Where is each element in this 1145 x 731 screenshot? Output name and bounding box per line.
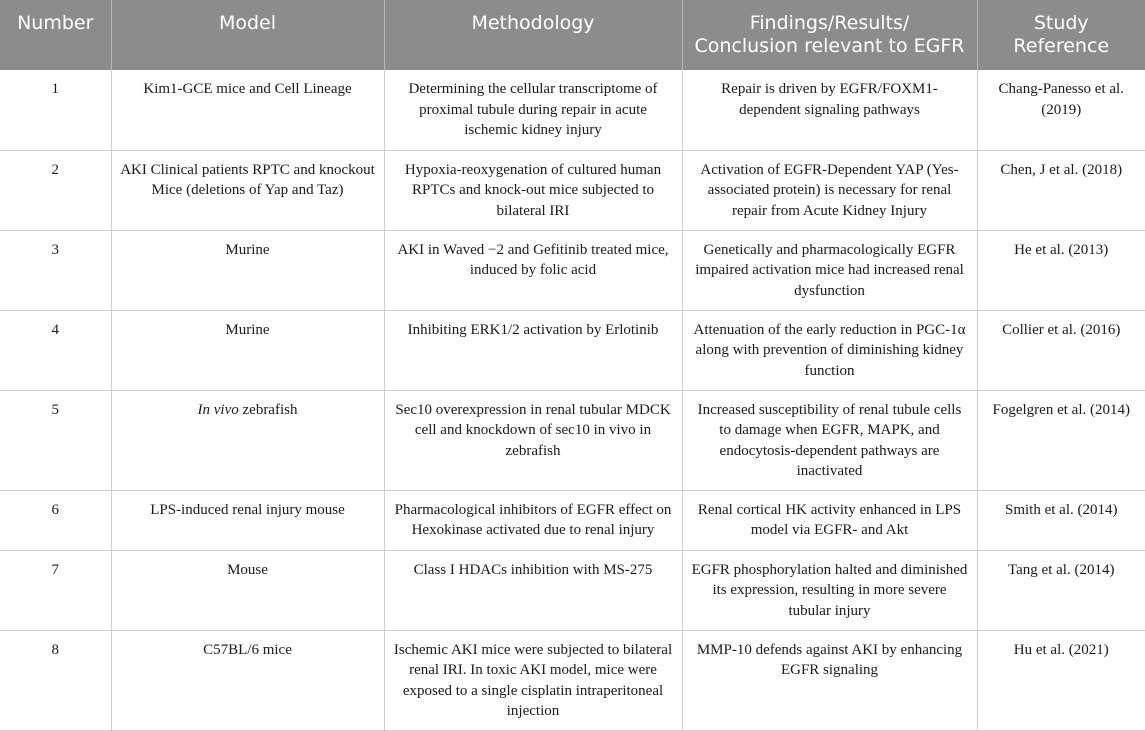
cell-findings: Genetically and pharmacologically EGFR impaired activation mice had increased renal dysfunction xyxy=(682,230,977,310)
cell-model: Mouse xyxy=(111,550,384,630)
cell-model: Murine xyxy=(111,310,384,390)
header-number: Number xyxy=(0,0,111,70)
cell-methodology: Class I HDACs inhibition with MS-275 xyxy=(384,550,682,630)
cell-findings: MMP-10 defends against AKI by enhancing EGFR signaling xyxy=(682,630,977,730)
table-body xyxy=(0,70,1145,730)
cell-reference: Hu et al. (2021) xyxy=(977,630,1145,730)
table-row xyxy=(0,630,1145,730)
table-row xyxy=(0,490,1145,550)
cell-number: 2 xyxy=(0,150,111,230)
cell-methodology: Inhibiting ERK1/2 activation by Erlotinib xyxy=(384,310,682,390)
header-methodology: Methodology xyxy=(384,0,682,70)
cell-number: 5 xyxy=(0,390,111,490)
cell-model: Kim1-GCE mice and Cell Lineage xyxy=(111,70,384,150)
table-row xyxy=(0,390,1145,490)
cell-model-italic: In vivo xyxy=(197,401,239,418)
cell-reference: Chen, J et al. (2018) xyxy=(977,150,1145,230)
cell-findings: Repair is driven by EGFR/FOXM1-dependent signaling pathways xyxy=(682,70,977,150)
cell-model: AKI Clinical patients RPTC and knockout Mice (deletions of Yap and Taz) xyxy=(111,150,384,230)
cell-model-rest: zebrafish xyxy=(238,401,298,418)
cell-number: 8 xyxy=(0,630,111,730)
cell-reference: He et al. (2013) xyxy=(977,230,1145,310)
cell-findings: Renal cortical HK activity enhanced in LPS model via EGFR- and Akt xyxy=(682,490,977,550)
cell-number: 3 xyxy=(0,230,111,310)
header-findings-line: Findings/Results/ Conclusion relevant to EGFR xyxy=(694,12,965,57)
cell-model: Murine xyxy=(111,230,384,310)
cell-reference: Chang-Panesso et al. (2019) xyxy=(977,70,1145,150)
cell-reference: Fogelgren et al. (2014) xyxy=(977,390,1145,490)
cell-methodology: Pharmacological inhibitors of EGFR effect on Hexokinase activated due to renal injury xyxy=(384,490,682,550)
table-row xyxy=(0,310,1145,390)
table-header xyxy=(0,0,1145,70)
cell-methodology: Determining the cellular transcriptome of proximal tubule during repair in acute ischemic kidney injury xyxy=(384,70,682,150)
cell-number: 4 xyxy=(0,310,111,390)
cell-model xyxy=(111,390,384,490)
cell-methodology: AKI in Waved −2 and Gefitinib treated mice, induced by folic acid xyxy=(384,230,682,310)
header-row xyxy=(0,0,1145,70)
header-findings xyxy=(682,0,977,70)
cell-reference: Collier et al. (2016) xyxy=(977,310,1145,390)
header-reference-line: Study Reference xyxy=(1013,12,1110,57)
cell-findings: Attenuation of the early reduction in PGC-1α along with prevention of diminishing kidney function xyxy=(682,310,977,390)
cell-number: 1 xyxy=(0,70,111,150)
cell-methodology: Ischemic AKI mice were subjected to bilateral renal IRI. In toxic AKI model, mice were exposed to a single cisplatin intraperitoneal injection xyxy=(384,630,682,730)
cell-findings: EGFR phosphorylation halted and diminished its expression, resulting in more severe tubular injury xyxy=(682,550,977,630)
cell-model: C57BL/6 mice xyxy=(111,630,384,730)
cell-reference: Smith et al. (2014) xyxy=(977,490,1145,550)
cell-methodology: Hypoxia-reoxygenation of cultured human RPTCs and knock-out mice subjected to bilateral IRI xyxy=(384,150,682,230)
cell-methodology: Sec10 overexpression in renal tubular MDCK cell and knockdown of sec10 in vivo in zebrafish xyxy=(384,390,682,490)
table-row xyxy=(0,230,1145,310)
cell-findings: Activation of EGFR-Dependent YAP (Yes-associated protein) is necessary for renal repair from Acute Kidney Injury xyxy=(682,150,977,230)
cell-reference: Tang et al. (2014) xyxy=(977,550,1145,630)
table-row xyxy=(0,150,1145,230)
cell-model: LPS-induced renal injury mouse xyxy=(111,490,384,550)
cell-number: 6 xyxy=(0,490,111,550)
table-row xyxy=(0,70,1145,150)
table-row xyxy=(0,550,1145,630)
header-model: Model xyxy=(111,0,384,70)
cell-findings: Increased susceptibility of renal tubule cells to damage when EGFR, MAPK, and endocytosis-dependent pathways are inactivated xyxy=(682,390,977,490)
cell-number: 7 xyxy=(0,550,111,630)
header-reference xyxy=(977,0,1145,70)
